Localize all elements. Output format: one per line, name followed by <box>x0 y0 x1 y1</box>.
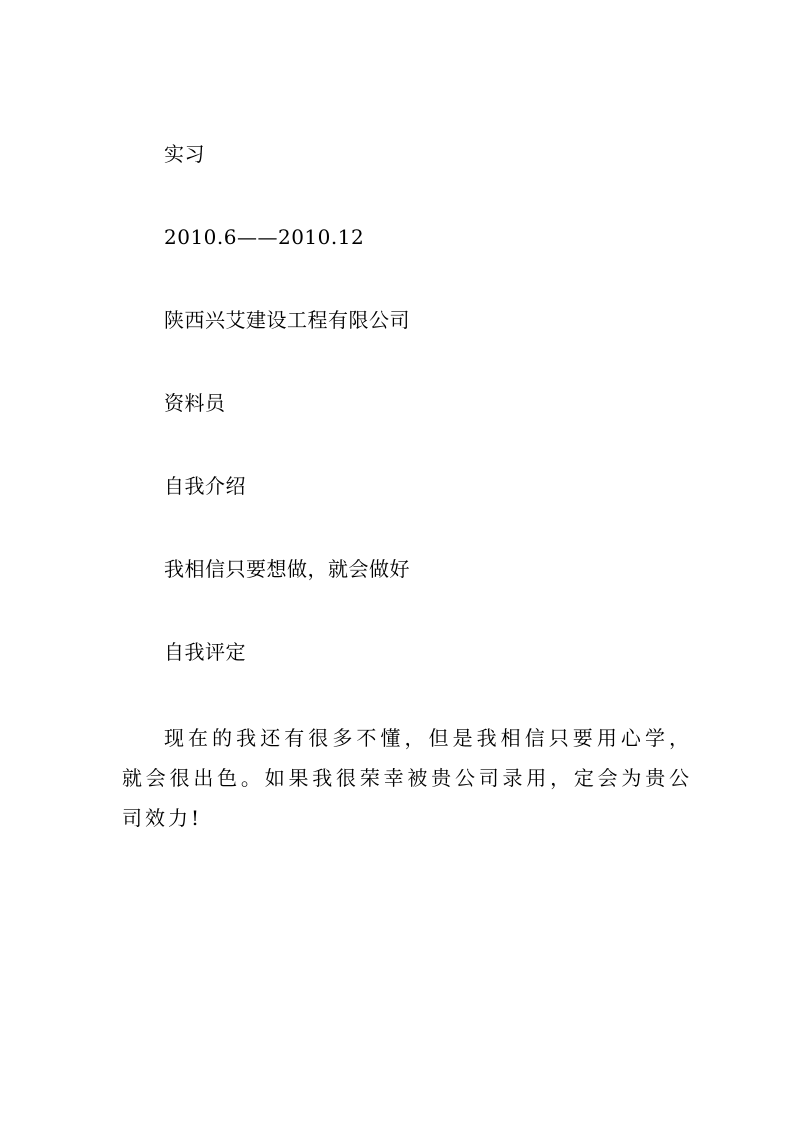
self-evaluation-paragraph: 现在的我还有很多不懂，但是我相信只要用心学，就会很出色。如果我很荣幸被贵公司录用，定会为贵公司效力! <box>122 726 692 830</box>
company-name: 陕西兴艾建设工程有限公司 <box>164 308 410 332</box>
section-label-internship: 实习 <box>164 142 205 166</box>
self-intro-text: 我相信只要想做，就会做好 <box>164 557 410 581</box>
job-title: 资料员 <box>164 391 226 415</box>
internship-period: 2010.6——2010.12 <box>164 225 365 249</box>
section-heading-self-evaluation: 自我评定 <box>164 640 246 664</box>
section-heading-self-intro: 自我介绍 <box>164 474 246 498</box>
